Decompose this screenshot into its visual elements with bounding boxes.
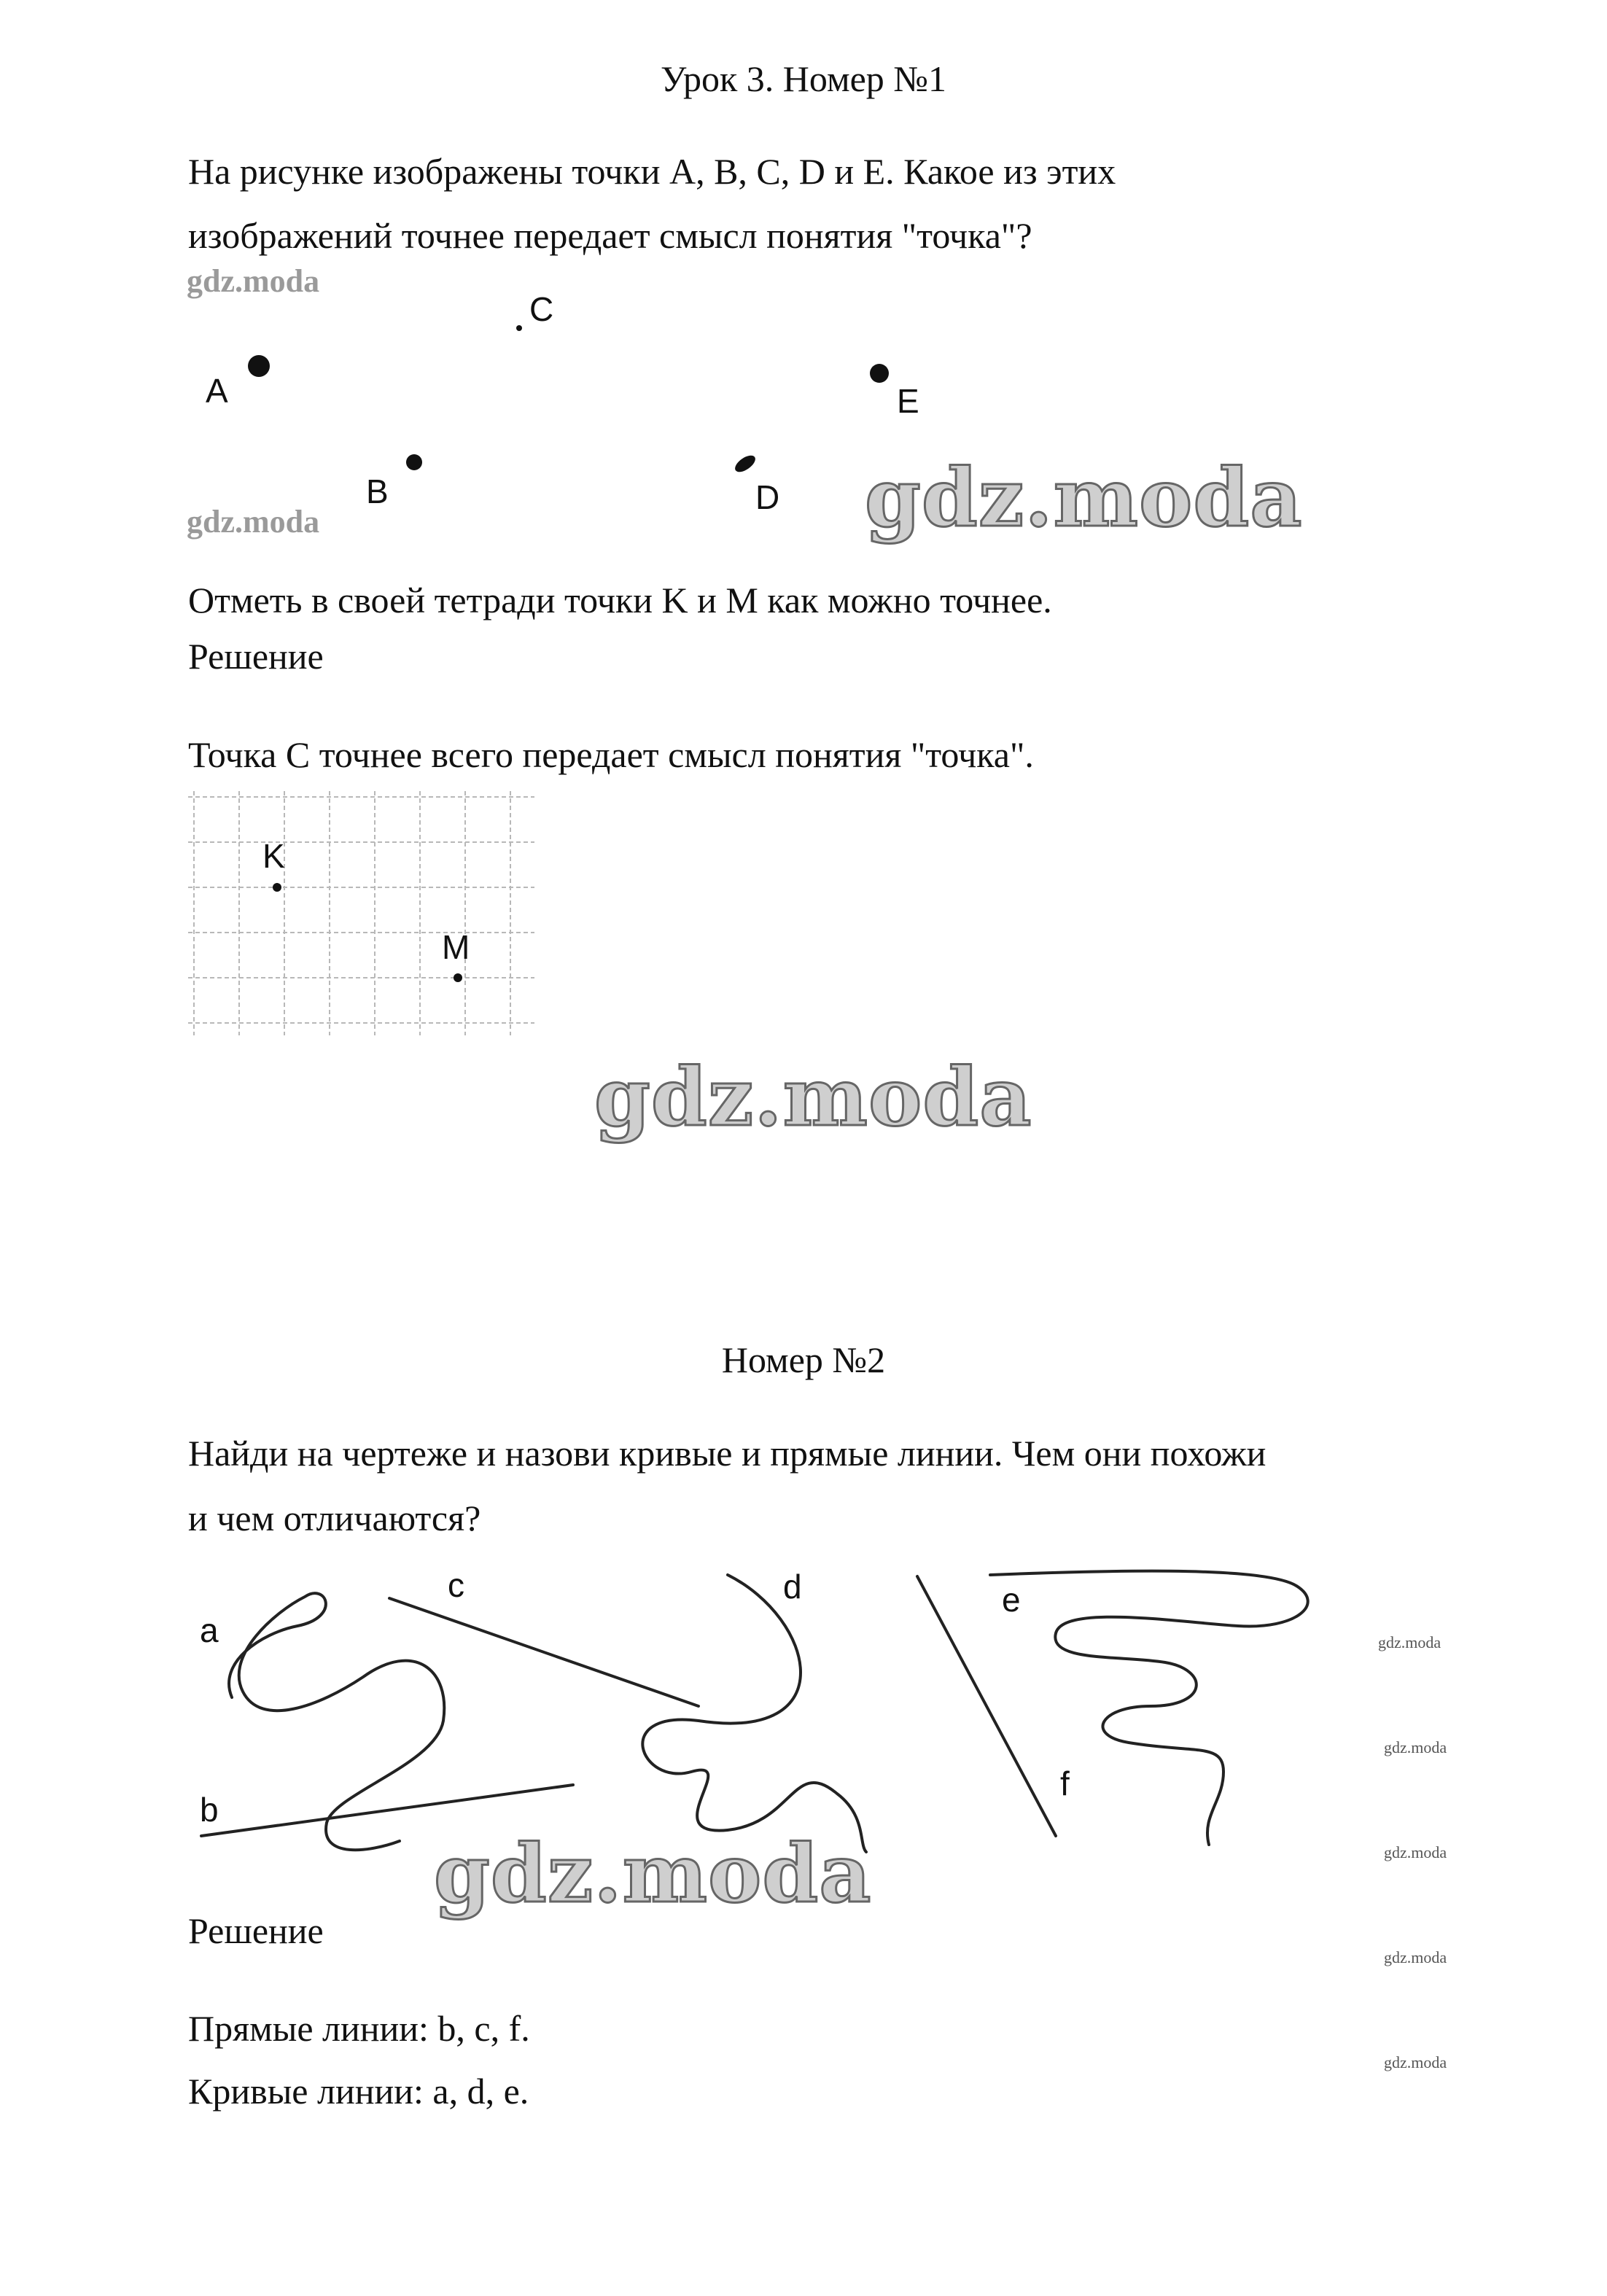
watermark-small: gdz.moda xyxy=(187,263,320,299)
label-a: A xyxy=(206,372,228,410)
task2-question-line1: Найди на чертеже и назови кривые и прямые линии. Чем они похожи xyxy=(188,1433,1266,1474)
watermark-large: gdz.moda xyxy=(865,451,1303,545)
watermark-large: gdz.moda xyxy=(594,1050,1032,1144)
point-c xyxy=(516,325,522,331)
task1-solution-heading: Решение xyxy=(188,636,324,677)
point-e xyxy=(870,364,889,383)
task2-solution-heading: Решение xyxy=(188,1910,324,1951)
point-b xyxy=(406,454,422,470)
point-k xyxy=(273,883,281,892)
label-line-c: c xyxy=(448,1566,464,1604)
watermark-small: gdz.moda xyxy=(187,504,320,540)
label-e: E xyxy=(897,382,919,420)
line-a xyxy=(229,1593,444,1850)
task1-question-line1: На рисунке изображены точки A, B, C, D и E. Какое из этих xyxy=(188,151,1116,192)
label-b: B xyxy=(366,472,389,510)
km-grid xyxy=(188,791,538,1039)
label-line-d: d xyxy=(783,1568,802,1606)
point-m xyxy=(454,973,462,982)
label-line-f: f xyxy=(1060,1764,1070,1802)
watermark-tiny: gdz.moda xyxy=(1384,1843,1447,1861)
line-d xyxy=(642,1575,866,1852)
task1-answer: Точка C точнее всего передает смысл понятия "точка". xyxy=(188,734,1034,775)
task1-question-line2: изображений точнее передает смысл понятия "точка"? xyxy=(188,215,1032,256)
task2-question-line2: и чем отличаются? xyxy=(188,1498,481,1538)
watermark-tiny: gdz.moda xyxy=(1384,1738,1447,1756)
label-line-e: e xyxy=(1002,1581,1021,1619)
task1-title: Урок 3. Номер №1 xyxy=(661,58,946,99)
task2-answer-straight: Прямые линии: b, c, f. xyxy=(188,2008,530,2049)
point-a xyxy=(248,355,270,377)
watermark-tiny: gdz.moda xyxy=(1384,1948,1447,1966)
label-k: K xyxy=(262,837,285,875)
lines-figure xyxy=(188,1553,1355,1859)
task2-title: Номер №2 xyxy=(721,1339,886,1380)
task1-instruction: Отметь в своей тетради точки K и M как можно точнее. xyxy=(188,580,1052,620)
task2-answer-curved: Кривые линии: a, d, e. xyxy=(188,2071,529,2112)
label-line-a: a xyxy=(200,1611,219,1649)
label-m: M xyxy=(442,928,470,966)
watermark-large: gdz.moda xyxy=(434,1826,872,1921)
point-d xyxy=(732,452,758,475)
line-f xyxy=(917,1576,1056,1836)
watermark-tiny: gdz.moda xyxy=(1378,1633,1441,1651)
label-d: D xyxy=(755,478,780,516)
line-c xyxy=(389,1598,699,1706)
label-c: C xyxy=(529,290,554,328)
watermark-tiny: gdz.moda xyxy=(1384,2053,1447,2071)
label-line-b: b xyxy=(200,1791,219,1829)
